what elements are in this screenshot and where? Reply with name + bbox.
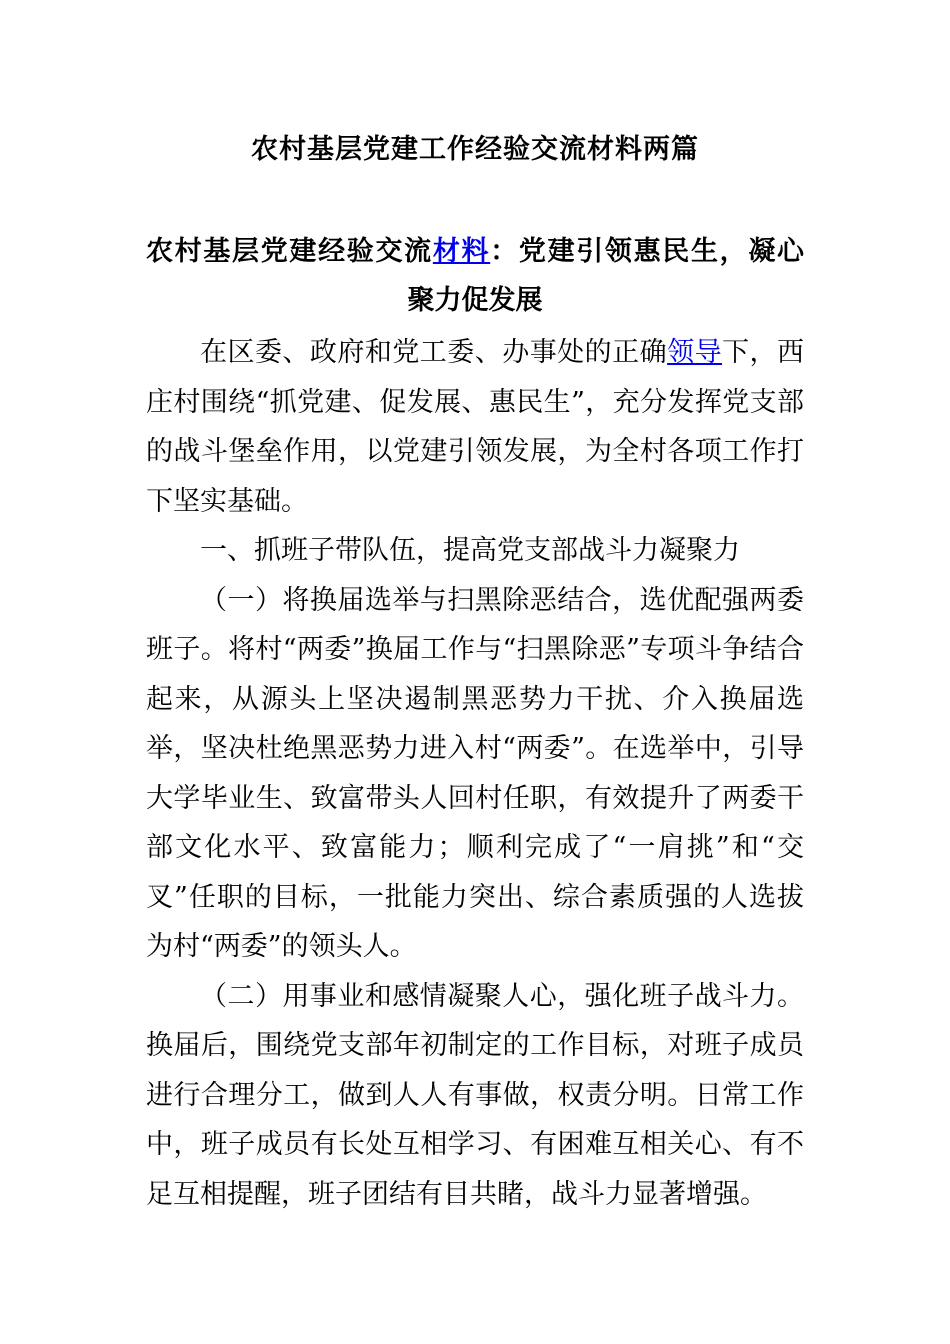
section-title (146, 227, 804, 325)
paragraph-subsection-two: （二）用事业和感情凝聚人心，强化班子战斗力。换届后，围绕党支部年初制定的工作目标，对班子成员进行合理分工，做到人人有事做，权责分明。日常工作中，班子成员有长处互相学习、有困难互相关心、有不足互相提醒，班子团结有目共睹，战斗力显著增强。 (146, 980, 804, 1210)
document-title: 农村基层党建工作经验交流材料两篇 (251, 134, 699, 165)
materials-link[interactable]: 材料 (432, 236, 491, 267)
leadership-link[interactable]: 领导 (667, 337, 723, 368)
section-title-text-after-link: ：党建引领惠民生，凝心 (490, 236, 805, 267)
paragraph-intro (146, 328, 804, 526)
section-title-text-before-link: 农村基层党建经验交流 (146, 236, 433, 267)
section-title-line2: 聚力促发展 (407, 285, 543, 316)
paragraph-intro-text-before-link: 在区委、政府和党工委、办事处的正确 (200, 337, 668, 368)
section-title-line1 (146, 227, 804, 276)
document-body (146, 328, 804, 1219)
paragraph-subsection-one: （一）将换届选举与扫黑除恶结合，选优配强两委班子。将村“两委”换届工作与“扫黑除恶”专项斗争结合起来，从源头上坚决遏制黑恶势力干扰、介入换届选举，坚决杜绝黑恶势力进入村“两委”。在选举中，引导大学毕业生、致富带头人回村任职，有效提升了两委干部文化水平、致富能力；顺利完成了“一肩挑”和“交叉”任职的目标，一批能力突出、综合素质强的人选拔为村“两委”的领头人。 (146, 584, 804, 962)
heading-section-one: 一、抓班子带队伍，提高党支部战斗力凝聚力 (200, 535, 740, 566)
paragraph-intro-text-after-link: 下，西庄村围绕“抓党建、促发展、惠民生”，充分发挥党支部的战斗堡垒作用，以党建引领发展，为全村各项工作打下坚实基础。 (146, 337, 805, 517)
